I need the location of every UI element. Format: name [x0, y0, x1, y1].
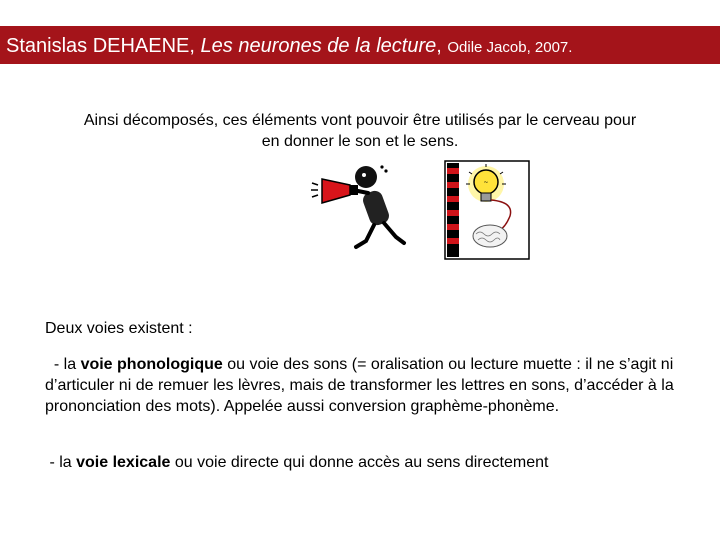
- header-separator: ,: [436, 35, 448, 57]
- voie-lexicale-paragraph: [45, 452, 685, 473]
- intro-paragraph: [20, 110, 700, 152]
- voie2-text: ou voie directe qui donne accès au sens directement: [170, 454, 549, 471]
- voie1-text: ou voie des sons (= oralisation ou lecture muette : il ne s’agit ni d’articuler ni de remuer les lèvres, mais de transformer les lettres en sons, d’accéder à la prononciation des mots). Appelée aussi conversion graphème-phonème.: [45, 356, 674, 415]
- voie1-term: voie phonologique: [80, 356, 223, 373]
- megaphone-figure-icon: [310, 163, 414, 255]
- intro-line-1: Ainsi décomposés, ces éléments vont pouvoir être utilisés par le cerveau pour: [83, 112, 637, 129]
- header-author: Stanislas DEHAENE,: [6, 35, 201, 57]
- voies-heading: Deux voies existent :: [45, 320, 193, 337]
- header-book-title: Les neurones de la lecture: [200, 35, 437, 57]
- lightbulb-brain-icon: [444, 160, 530, 260]
- voie2-prefix: - la: [45, 454, 77, 471]
- voie2-term: voie lexicale: [76, 454, 171, 471]
- voie-phonologique-paragraph: [45, 354, 685, 417]
- intro-line-2: en donner le son et le sens.: [261, 133, 459, 150]
- svg-text:~: ~: [483, 179, 489, 186]
- slide-header: [0, 26, 720, 64]
- voie1-prefix: - la: [45, 356, 81, 373]
- header-publisher: Odile Jacob, 2007.: [447, 39, 573, 56]
